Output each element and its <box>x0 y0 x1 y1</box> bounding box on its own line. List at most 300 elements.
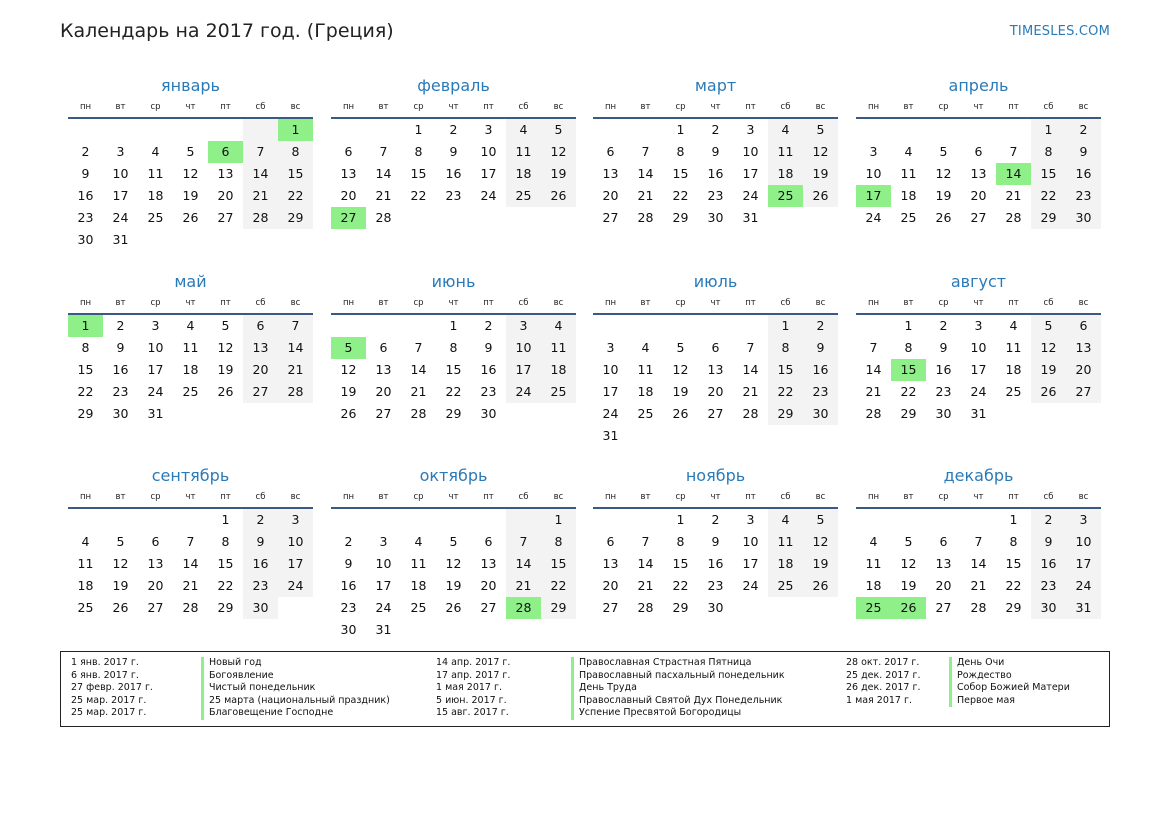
day-cell[interactable]: 20 <box>935 578 952 593</box>
day-cell[interactable]: 1 <box>904 318 913 333</box>
day-cell[interactable]: 25 <box>768 575 803 597</box>
day-cell[interactable]: 30 <box>1066 207 1101 229</box>
day-cell[interactable]: 11 <box>506 141 541 163</box>
day-cell[interactable]: 2 <box>243 509 278 531</box>
day-cell[interactable]: 31 <box>147 406 164 421</box>
day-cell[interactable]: 13 <box>375 362 392 377</box>
day-cell[interactable]: 22 <box>1031 185 1066 207</box>
day-cell[interactable]: 1 <box>768 315 803 337</box>
day-cell[interactable]: 16 <box>803 359 838 381</box>
day-cell[interactable]: 17 <box>742 556 759 571</box>
day-cell[interactable]: 11 <box>182 340 199 355</box>
day-cell[interactable]: 7 <box>641 144 650 159</box>
day-cell[interactable]: 26 <box>340 406 357 421</box>
day-cell[interactable]: 20 <box>217 188 234 203</box>
day-cell[interactable]: 8 <box>1009 534 1018 549</box>
day-cell[interactable]: 14 <box>375 166 392 181</box>
day-cell[interactable]: 26 <box>935 210 952 225</box>
day-cell[interactable]: 16 <box>1031 553 1066 575</box>
day-cell[interactable]: 8 <box>221 534 230 549</box>
day-cell[interactable]: 16 <box>243 553 278 575</box>
day-cell[interactable]: 4 <box>151 144 160 159</box>
day-cell[interactable]: 24 <box>970 384 987 399</box>
day-cell[interactable]: 22 <box>672 188 689 203</box>
day-cell[interactable]: 12 <box>935 166 952 181</box>
day-cell[interactable]: 28 <box>182 600 199 615</box>
day-cell[interactable]: 7 <box>746 340 755 355</box>
day-cell[interactable]: 23 <box>480 384 497 399</box>
day-cell[interactable]: 18 <box>410 578 427 593</box>
day-cell[interactable]: 24 <box>147 384 164 399</box>
day-cell[interactable]: 4 <box>414 534 423 549</box>
day-cell[interactable]: 24 <box>375 600 392 615</box>
day-cell[interactable]: 21 <box>375 188 392 203</box>
day-cell[interactable]: 5 <box>541 119 576 141</box>
day-cell[interactable]: 28 <box>637 600 654 615</box>
day-cell[interactable]: 30 <box>243 597 278 619</box>
day-cell[interactable]: 4 <box>768 119 803 141</box>
day-cell[interactable]: 25 <box>541 381 576 403</box>
day-cell[interactable]: 18 <box>1005 362 1022 377</box>
day-cell[interactable]: 13 <box>217 166 234 181</box>
day-cell[interactable]: 8 <box>1031 141 1066 163</box>
day-cell[interactable]: 28 <box>243 207 278 229</box>
day-cell[interactable]: 28 <box>1005 210 1022 225</box>
day-cell[interactable]: 2 <box>116 318 125 333</box>
day-cell[interactable]: 17 <box>112 188 129 203</box>
day-cell[interactable]: 27 <box>331 207 366 229</box>
day-cell[interactable]: 6 <box>484 534 493 549</box>
day-cell[interactable]: 20 <box>340 188 357 203</box>
day-cell[interactable]: 3 <box>151 318 160 333</box>
day-cell[interactable]: 24 <box>278 575 313 597</box>
day-cell[interactable]: 6 <box>344 144 353 159</box>
day-cell[interactable]: 3 <box>278 509 313 531</box>
day-cell[interactable]: 12 <box>182 166 199 181</box>
day-cell[interactable]: 19 <box>541 163 576 185</box>
day-cell[interactable]: 29 <box>1005 600 1022 615</box>
day-cell[interactable]: 6 <box>606 144 615 159</box>
day-cell[interactable]: 24 <box>742 188 759 203</box>
day-cell[interactable]: 5 <box>1031 315 1066 337</box>
day-cell[interactable]: 15 <box>217 556 234 571</box>
day-cell[interactable]: 21 <box>637 188 654 203</box>
day-cell[interactable]: 26 <box>445 600 462 615</box>
day-cell[interactable]: 4 <box>869 534 878 549</box>
day-cell[interactable]: 28 <box>865 406 882 421</box>
day-cell[interactable]: 9 <box>344 556 353 571</box>
day-cell[interactable]: 7 <box>641 534 650 549</box>
day-cell[interactable]: 21 <box>243 185 278 207</box>
day-cell[interactable]: 22 <box>77 384 94 399</box>
day-cell[interactable]: 30 <box>77 232 94 247</box>
day-cell[interactable]: 9 <box>711 534 720 549</box>
day-cell[interactable]: 3 <box>379 534 388 549</box>
day-cell[interactable]: 14 <box>742 362 759 377</box>
day-cell[interactable]: 8 <box>81 340 90 355</box>
day-cell[interactable]: 27 <box>243 381 278 403</box>
day-cell[interactable]: 5 <box>803 119 838 141</box>
day-cell[interactable]: 13 <box>707 362 724 377</box>
day-cell[interactable]: 14 <box>243 163 278 185</box>
day-cell[interactable]: 15 <box>77 362 94 377</box>
day-cell[interactable]: 23 <box>243 575 278 597</box>
day-cell[interactable]: 2 <box>484 318 493 333</box>
day-cell[interactable]: 20 <box>147 578 164 593</box>
day-cell[interactable]: 21 <box>637 578 654 593</box>
day-cell[interactable]: 6 <box>243 315 278 337</box>
brand-link[interactable]: TIMESLES.COM <box>1009 24 1110 39</box>
day-cell[interactable]: 18 <box>900 188 917 203</box>
day-cell[interactable]: 12 <box>445 556 462 571</box>
day-cell[interactable]: 27 <box>707 406 724 421</box>
day-cell[interactable]: 14 <box>410 362 427 377</box>
day-cell[interactable]: 8 <box>768 337 803 359</box>
day-cell[interactable]: 13 <box>480 556 497 571</box>
day-cell[interactable]: 12 <box>900 556 917 571</box>
day-cell[interactable]: 25 <box>182 384 199 399</box>
day-cell[interactable]: 7 <box>186 534 195 549</box>
day-cell[interactable]: 25 <box>147 210 164 225</box>
day-cell[interactable]: 11 <box>637 362 654 377</box>
day-cell[interactable]: 21 <box>410 384 427 399</box>
day-cell[interactable]: 26 <box>182 210 199 225</box>
day-cell[interactable]: 7 <box>506 531 541 553</box>
day-cell[interactable]: 18 <box>865 578 882 593</box>
day-cell[interactable]: 23 <box>803 381 838 403</box>
day-cell[interactable]: 12 <box>112 556 129 571</box>
day-cell[interactable]: 14 <box>637 166 654 181</box>
day-cell[interactable]: 17 <box>147 362 164 377</box>
day-cell[interactable]: 30 <box>803 403 838 425</box>
day-cell[interactable]: 13 <box>970 166 987 181</box>
day-cell[interactable]: 16 <box>935 362 952 377</box>
day-cell[interactable]: 26 <box>541 185 576 207</box>
day-cell[interactable]: 3 <box>116 144 125 159</box>
day-cell[interactable]: 3 <box>746 512 755 527</box>
day-cell[interactable]: 5 <box>116 534 125 549</box>
day-cell[interactable]: 6 <box>939 534 948 549</box>
day-cell[interactable]: 5 <box>221 318 230 333</box>
day-cell[interactable]: 16 <box>707 556 724 571</box>
day-cell[interactable]: 23 <box>707 188 724 203</box>
day-cell[interactable]: 2 <box>344 534 353 549</box>
day-cell[interactable]: 6 <box>208 141 243 163</box>
day-cell[interactable]: 4 <box>768 509 803 531</box>
day-cell[interactable]: 1 <box>278 119 313 141</box>
day-cell[interactable]: 5 <box>676 340 685 355</box>
day-cell[interactable]: 10 <box>112 166 129 181</box>
day-cell[interactable]: 2 <box>449 122 458 137</box>
day-cell[interactable]: 12 <box>1031 337 1066 359</box>
day-cell[interactable]: 11 <box>865 556 882 571</box>
day-cell[interactable]: 24 <box>602 406 619 421</box>
day-cell[interactable]: 27 <box>217 210 234 225</box>
day-cell[interactable]: 10 <box>506 337 541 359</box>
day-cell[interactable]: 8 <box>541 531 576 553</box>
day-cell[interactable]: 19 <box>182 188 199 203</box>
day-cell[interactable]: 22 <box>445 384 462 399</box>
day-cell[interactable]: 3 <box>606 340 615 355</box>
day-cell[interactable]: 14 <box>506 553 541 575</box>
day-cell[interactable]: 16 <box>707 166 724 181</box>
day-cell[interactable]: 9 <box>449 144 458 159</box>
day-cell[interactable]: 22 <box>410 188 427 203</box>
day-cell[interactable]: 13 <box>147 556 164 571</box>
day-cell[interactable]: 4 <box>904 144 913 159</box>
day-cell[interactable]: 6 <box>379 340 388 355</box>
day-cell[interactable]: 24 <box>1066 575 1101 597</box>
day-cell[interactable]: 28 <box>410 406 427 421</box>
day-cell[interactable]: 29 <box>1031 207 1066 229</box>
day-cell[interactable]: 2 <box>711 512 720 527</box>
day-cell[interactable]: 31 <box>970 406 987 421</box>
day-cell[interactable]: 25 <box>856 597 891 619</box>
day-cell[interactable]: 19 <box>112 578 129 593</box>
day-cell[interactable]: 1 <box>414 122 423 137</box>
day-cell[interactable]: 19 <box>217 362 234 377</box>
day-cell[interactable]: 22 <box>217 578 234 593</box>
day-cell[interactable]: 4 <box>541 315 576 337</box>
day-cell[interactable]: 15 <box>541 553 576 575</box>
day-cell[interactable]: 13 <box>1066 337 1101 359</box>
day-cell[interactable]: 5 <box>186 144 195 159</box>
day-cell[interactable]: 23 <box>707 578 724 593</box>
day-cell[interactable]: 6 <box>606 534 615 549</box>
day-cell[interactable]: 16 <box>480 362 497 377</box>
day-cell[interactable]: 14 <box>865 362 882 377</box>
day-cell[interactable]: 1 <box>541 509 576 531</box>
day-cell[interactable]: 30 <box>112 406 129 421</box>
day-cell[interactable]: 12 <box>340 362 357 377</box>
day-cell[interactable]: 23 <box>340 600 357 615</box>
day-cell[interactable]: 1 <box>68 315 103 337</box>
day-cell[interactable]: 27 <box>935 600 952 615</box>
day-cell[interactable]: 9 <box>116 340 125 355</box>
day-cell[interactable]: 9 <box>484 340 493 355</box>
day-cell[interactable]: 27 <box>147 600 164 615</box>
day-cell[interactable]: 10 <box>147 340 164 355</box>
day-cell[interactable]: 15 <box>672 166 689 181</box>
day-cell[interactable]: 21 <box>182 578 199 593</box>
day-cell[interactable]: 2 <box>939 318 948 333</box>
day-cell[interactable]: 10 <box>970 340 987 355</box>
day-cell[interactable]: 7 <box>1009 144 1018 159</box>
day-cell[interactable]: 10 <box>375 556 392 571</box>
day-cell[interactable]: 2 <box>1066 119 1101 141</box>
day-cell[interactable]: 29 <box>900 406 917 421</box>
day-cell[interactable]: 3 <box>974 318 983 333</box>
day-cell[interactable]: 25 <box>900 210 917 225</box>
day-cell[interactable]: 28 <box>506 597 541 619</box>
day-cell[interactable]: 15 <box>1005 556 1022 571</box>
day-cell[interactable]: 1 <box>676 512 685 527</box>
day-cell[interactable]: 17 <box>278 553 313 575</box>
day-cell[interactable]: 11 <box>410 556 427 571</box>
day-cell[interactable]: 21 <box>742 384 759 399</box>
day-cell[interactable]: 18 <box>147 188 164 203</box>
day-cell[interactable]: 31 <box>112 232 129 247</box>
day-cell[interactable]: 23 <box>935 384 952 399</box>
day-cell[interactable]: 13 <box>243 337 278 359</box>
day-cell[interactable]: 20 <box>602 578 619 593</box>
day-cell[interactable]: 19 <box>803 553 838 575</box>
day-cell[interactable]: 2 <box>711 122 720 137</box>
day-cell[interactable]: 22 <box>278 185 313 207</box>
day-cell[interactable]: 10 <box>865 166 882 181</box>
day-cell[interactable]: 31 <box>1066 597 1101 619</box>
day-cell[interactable]: 8 <box>278 141 313 163</box>
day-cell[interactable]: 20 <box>1066 359 1101 381</box>
day-cell[interactable]: 27 <box>602 600 619 615</box>
day-cell[interactable]: 22 <box>672 578 689 593</box>
day-cell[interactable]: 10 <box>742 534 759 549</box>
day-cell[interactable]: 27 <box>1066 381 1101 403</box>
day-cell[interactable]: 4 <box>81 534 90 549</box>
day-cell[interactable]: 30 <box>935 406 952 421</box>
day-cell[interactable]: 26 <box>803 575 838 597</box>
day-cell[interactable]: 19 <box>803 163 838 185</box>
day-cell[interactable]: 26 <box>672 406 689 421</box>
day-cell[interactable]: 25 <box>768 185 803 207</box>
day-cell[interactable]: 24 <box>480 188 497 203</box>
day-cell[interactable]: 12 <box>672 362 689 377</box>
day-cell[interactable]: 26 <box>891 597 926 619</box>
day-cell[interactable]: 27 <box>375 406 392 421</box>
day-cell[interactable]: 19 <box>935 188 952 203</box>
day-cell[interactable]: 16 <box>112 362 129 377</box>
day-cell[interactable]: 10 <box>1066 531 1101 553</box>
day-cell[interactable]: 17 <box>742 166 759 181</box>
day-cell[interactable]: 11 <box>768 141 803 163</box>
day-cell[interactable]: 12 <box>803 141 838 163</box>
day-cell[interactable]: 21 <box>865 384 882 399</box>
day-cell[interactable]: 11 <box>900 166 917 181</box>
day-cell[interactable]: 1 <box>1009 512 1018 527</box>
day-cell[interactable]: 21 <box>1005 188 1022 203</box>
day-cell[interactable]: 24 <box>742 578 759 593</box>
day-cell[interactable]: 14 <box>278 337 313 359</box>
day-cell[interactable]: 4 <box>506 119 541 141</box>
day-cell[interactable]: 20 <box>602 188 619 203</box>
day-cell[interactable]: 28 <box>278 381 313 403</box>
day-cell[interactable]: 30 <box>480 406 497 421</box>
day-cell[interactable]: 4 <box>641 340 650 355</box>
day-cell[interactable]: 19 <box>900 578 917 593</box>
day-cell[interactable]: 24 <box>865 210 882 225</box>
day-cell[interactable]: 7 <box>869 340 878 355</box>
day-cell[interactable]: 6 <box>974 144 983 159</box>
day-cell[interactable]: 19 <box>672 384 689 399</box>
day-cell[interactable]: 26 <box>112 600 129 615</box>
day-cell[interactable]: 23 <box>1031 575 1066 597</box>
day-cell[interactable]: 14 <box>996 163 1031 185</box>
day-cell[interactable]: 7 <box>974 534 983 549</box>
day-cell[interactable]: 22 <box>541 575 576 597</box>
day-cell[interactable]: 9 <box>243 531 278 553</box>
day-cell[interactable]: 18 <box>541 359 576 381</box>
day-cell[interactable]: 4 <box>1009 318 1018 333</box>
day-cell[interactable]: 9 <box>803 337 838 359</box>
day-cell[interactable]: 29 <box>768 403 803 425</box>
day-cell[interactable]: 9 <box>81 166 90 181</box>
day-cell[interactable]: 18 <box>768 553 803 575</box>
day-cell[interactable]: 23 <box>77 210 94 225</box>
day-cell[interactable]: 11 <box>147 166 164 181</box>
day-cell[interactable]: 19 <box>1031 359 1066 381</box>
day-cell[interactable]: 18 <box>77 578 94 593</box>
day-cell[interactable]: 9 <box>711 144 720 159</box>
day-cell[interactable]: 9 <box>1066 141 1101 163</box>
day-cell[interactable]: 27 <box>970 210 987 225</box>
day-cell[interactable]: 25 <box>506 185 541 207</box>
day-cell[interactable]: 28 <box>637 210 654 225</box>
day-cell[interactable]: 12 <box>217 340 234 355</box>
day-cell[interactable]: 20 <box>707 384 724 399</box>
day-cell[interactable]: 29 <box>672 210 689 225</box>
day-cell[interactable]: 15 <box>278 163 313 185</box>
day-cell[interactable]: 12 <box>541 141 576 163</box>
day-cell[interactable]: 21 <box>970 578 987 593</box>
day-cell[interactable]: 14 <box>182 556 199 571</box>
day-cell[interactable]: 8 <box>676 144 685 159</box>
day-cell[interactable]: 31 <box>602 428 619 443</box>
day-cell[interactable]: 5 <box>331 337 366 359</box>
day-cell[interactable]: 26 <box>803 185 838 207</box>
day-cell[interactable]: 10 <box>480 144 497 159</box>
day-cell[interactable]: 30 <box>340 622 357 637</box>
day-cell[interactable]: 6 <box>151 534 160 549</box>
day-cell[interactable]: 1 <box>449 318 458 333</box>
day-cell[interactable]: 15 <box>445 362 462 377</box>
day-cell[interactable]: 20 <box>243 359 278 381</box>
day-cell[interactable]: 15 <box>891 359 926 381</box>
day-cell[interactable]: 22 <box>1005 578 1022 593</box>
day-cell[interactable]: 2 <box>81 144 90 159</box>
day-cell[interactable]: 17 <box>480 166 497 181</box>
day-cell[interactable]: 18 <box>637 384 654 399</box>
day-cell[interactable]: 4 <box>186 318 195 333</box>
day-cell[interactable]: 3 <box>506 315 541 337</box>
day-cell[interactable]: 30 <box>707 210 724 225</box>
day-cell[interactable]: 17 <box>602 384 619 399</box>
day-cell[interactable]: 21 <box>278 359 313 381</box>
day-cell[interactable]: 20 <box>480 578 497 593</box>
day-cell[interactable]: 17 <box>856 185 891 207</box>
day-cell[interactable]: 18 <box>182 362 199 377</box>
day-cell[interactable]: 11 <box>1005 340 1022 355</box>
day-cell[interactable]: 20 <box>375 384 392 399</box>
day-cell[interactable]: 12 <box>803 531 838 553</box>
day-cell[interactable]: 9 <box>939 340 948 355</box>
day-cell[interactable]: 30 <box>707 600 724 615</box>
day-cell[interactable]: 29 <box>541 597 576 619</box>
day-cell[interactable]: 5 <box>939 144 948 159</box>
day-cell[interactable]: 16 <box>445 166 462 181</box>
day-cell[interactable]: 8 <box>449 340 458 355</box>
day-cell[interactable]: 7 <box>243 141 278 163</box>
day-cell[interactable]: 29 <box>672 600 689 615</box>
day-cell[interactable]: 13 <box>935 556 952 571</box>
day-cell[interactable]: 28 <box>970 600 987 615</box>
day-cell[interactable]: 5 <box>904 534 913 549</box>
day-cell[interactable]: 6 <box>711 340 720 355</box>
day-cell[interactable]: 8 <box>904 340 913 355</box>
day-cell[interactable]: 30 <box>1031 597 1066 619</box>
day-cell[interactable]: 13 <box>340 166 357 181</box>
day-cell[interactable]: 13 <box>602 166 619 181</box>
day-cell[interactable]: 8 <box>676 534 685 549</box>
